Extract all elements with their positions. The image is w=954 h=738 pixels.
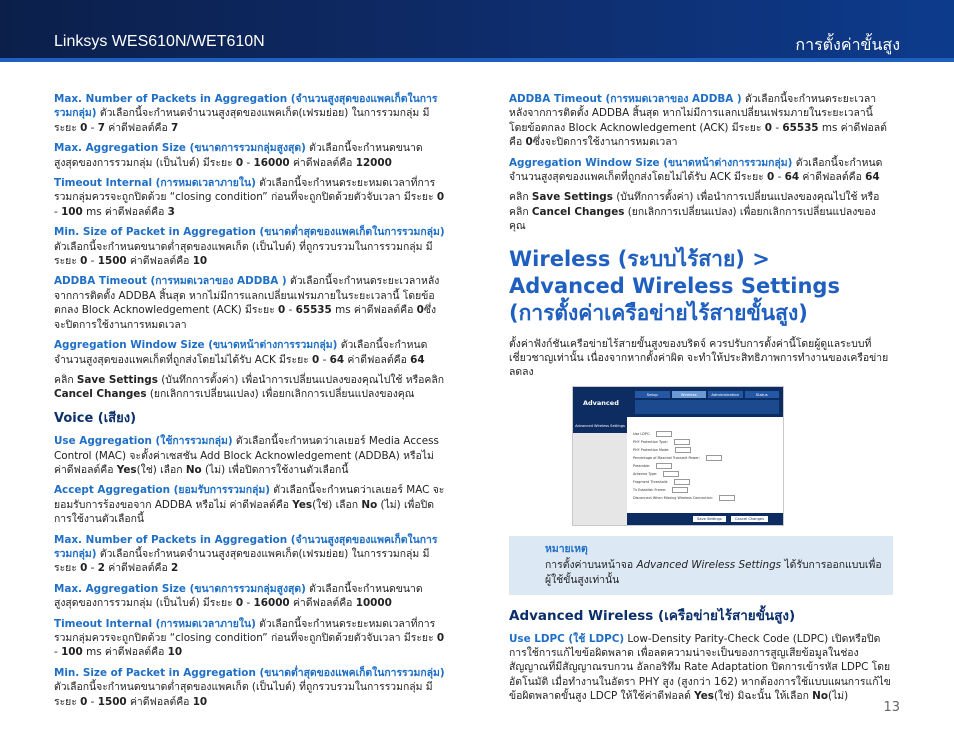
screenshot-form (633, 427, 773, 499)
paragraph: Timeout Internal (การหมดเวลาภายใน) ตัวเลือกนี้จะกำหนดระยะหมดเวลาที่การรวมกลุ่มควรจะถูกปิดด้วย “closing condition” ก่อนที่จะถูกปิดด้วยตัวจับเวลา มีระยะ 0 - 100 ms ค่าดีฟอลต์คือ 10 (54, 617, 445, 659)
screenshot-field: Percentage of Maximal Transmit Power: (633, 451, 773, 459)
paragraph: คลิก Save Settings (บันทึกการตั้งค่า) เพื่อนำการเปลี่ยนแปลงของคุณไปใช้ หรือคลิก Cancel Changes (ยกเลิกการเปลี่ยนแปลง) เพื่อยกเลิกการเปลี่ยนแปลงของคุณ (54, 373, 445, 401)
left-column (54, 92, 446, 715)
tab-wireless: Wireless (672, 391, 707, 398)
tab-status: Status (745, 391, 780, 398)
screenshot-topbar (573, 387, 783, 417)
screenshot-button-bar (627, 513, 783, 525)
product-name: Linksys WES610N/WET610N (54, 33, 265, 50)
paragraph: ADDBA Timeout (การหมดเวลาของ ADDBA ) ตัวเลือกนี้จะกำหนดระยะเวลาหลังจากการติดตั้ง ADDBA สิ้นสุด หากไม่มีการแลกเปลี่ยนเฟรมภายในระยะเวลานี้ โดยข้อตกลง Block Acknowledgement (ACK) มีระยะ 0 - 65535 ms ค่าดีฟอลต์คือ 0ซึ่งจะปิดการใช้งานการหมดเวลา (54, 275, 440, 331)
paragraph: Max. Aggregation Size (ขนาดการรวมกลุ่มสูงสุด) ตัวเลือกนี้จะกำหนดขนาดสูงสุดของการรวมกลุ่ม (เป็นไบต์) มีระยะ 0 - 16000 ค่าดีฟอลต์คือ 12000 (54, 142, 423, 169)
header-stripe (0, 58, 954, 62)
screenshot-field: Disconnect When Missing Wireless Connection: (633, 491, 773, 499)
screenshot-field: Use LDPC: (633, 427, 773, 435)
screenshot-field: Antenna Type: (633, 467, 773, 475)
advanced-wireless-screenshot (572, 386, 784, 526)
section-title: การตั้งค่าขั้นสูง (795, 37, 900, 54)
right-column (509, 92, 891, 710)
screenshot-tabs (635, 391, 779, 398)
screenshot-cancel-button: Cancel Changes (731, 516, 768, 522)
voice-heading: Voice (เสียง) (54, 410, 137, 426)
tab-setup: Setup (635, 391, 670, 398)
paragraph: Use Aggregation (ใช้การรวมกลุ่ม) ตัวเลือกนี้จะกำหนดว่าเลเยอร์ Media Access Control (MAC) จะตั้งค่าเซสชัน Add Block Acknowledgement (ADDBA) หรือไม่ ค่าดีฟอลต์คือ Yes(ใช่) เลือก No (ไม่) เพื่อปิดการใช้งานตัวเลือกนี้ (54, 435, 439, 476)
screenshot-sidebar (573, 417, 627, 525)
screenshot-title: Advanced (583, 398, 619, 407)
paragraph: Aggregation Window Size (ขนาดหน้าต่างการรวมกลุ่ม) ตัวเลือกนี้จะกำหนดจำนวนสูงสุดของแพคเก็ตที่ถูกส่งโดยไม่ได้รับ ACK มีระยะ 0 - 64 ค่าดีฟอลต์คือ 64 (54, 339, 428, 366)
paragraph: Aggregation Window Size (ขนาดหน้าต่างการรวมกลุ่ม) ตัวเลือกนี้จะกำหนดจำนวนสูงสุดของแพคเก็ตที่ถูกส่งโดยไม่ได้รับ ACK มีระยะ 0 - 64 ค่าดีฟอลต์คือ 64 (509, 156, 883, 184)
note-box (509, 536, 893, 595)
screenshot-field: PHY Protection Mode: (633, 443, 773, 451)
paragraph: Max. Number of Packets in Aggregation (จำนวนสูงสุดของแพคเก็ตในการรวมกลุ่ม) ตัวเลือกนี้จะกำหนดจำนวนสูงสุดของแพคเก็ต(เฟรมย่อย) ในการรวมกลุ่ม มีระยะ 0 - 2 ค่าดีฟอลต์คือ 2 (54, 533, 438, 575)
paragraph: Min. Size of Packet in Aggregation (ขนาดต่ำสุดของแพคเก็ตในการรวมกลุ่ม) ตัวเลือกนี้จะกำหนดขนาดต่ำสุดของแพคเก็ต (เป็นไบต์) ที่ถูกรวบรวมในการรวมกลุ่ม มีระยะ 0 - 1500 ค่าดีฟอลต์คือ 10 (54, 666, 445, 708)
screenshot-side-label: Advanced Wireless Settings (573, 417, 627, 433)
paragraph: Max. Number of Packets in Aggregation (จำนวนสูงสุดของแพคเก็ตในการรวมกลุ่ม) ตัวเลือกนี้จะกำหนดจำนวนสูงสุดของแพคเก็ต(เฟรมย่อย) ในการรวมกลุ่ม มีระยะ 0 - 7 ค่าดีฟอลต์คือ 7 (54, 93, 438, 134)
paragraph: Max. Aggregation Size (ขนาดการรวมกลุ่มสูงสุด) ตัวเลือกนี้จะกำหนดขนาดสูงสุดของการรวมกลุ่ม (เป็นไบต์) มีระยะ 0 - 16000 ค่าดีฟอลต์คือ 10000 (54, 582, 423, 610)
page-number: 13 (883, 700, 900, 715)
page-header (0, 0, 954, 62)
note-text: การตั้งค่าบนหน้าจอ Advanced Wireless Settings ได้รับการออกแบบเพื่อผู้ใช้ขั้นสูงเท่านั้น (545, 559, 882, 586)
section-heading: Wireless (ระบบไร้สาย) > Advanced Wireless Settings (การตั้งค่าเครือข่ายไร้สายขั้นสูง) (509, 246, 840, 325)
paragraph: Timeout Internal (การหมดเวลาภายใน) ตัวเลือกนี้จะกำหนดระยะหมดเวลาที่การรวมกลุ่มควรจะถูกปิดด้วย “closing condition” ก่อนที่จะถูกปิดด้วยตัวจับเวลา มีระยะ 0 - 100 ms ค่าดีฟอลต์คือ 3 (54, 177, 445, 218)
paragraph: Min. Size of Packet in Aggregation (ขนาดต่ำสุดของแพคเก็ตในการรวมกลุ่ม) ตัวเลือกนี้จะกำหนดขนาดต่ำสุดของแพคเก็ต (เป็นไบต์) ที่ถูกรวบรวมในการรวมกลุ่ม มีระยะ 0 - 1500 ค่าดีฟอลต์คือ 10 (54, 226, 445, 268)
screenshot-field: Tx Establish Frame: (633, 483, 773, 491)
screenshot-field: Fragment Threshold: (633, 475, 773, 483)
paragraph: ADDBA Timeout (การหมดเวลาของ ADDBA ) ตัวเลือกนี้จะกำหนดระยะเวลาหลังจากการติดตั้ง ADDBA สิ้นสุด หากไม่มีการแลกเปลี่ยนเฟรมภายในระยะเวลานี้ โดยข้อตกลง Block Acknowledgement (ACK) มีระยะ 0 - 65535 ms ค่าดีฟอลต์คือ 0ซึ่งจะปิดการใช้งานการหมดเวลา (509, 93, 887, 149)
paragraph: Use LDPC (ใช้ LDPC) Low-Density Parity-Check Code (LDPC) เปิดหรือปิดการใช้การแก้ไขข้อผิดพลาด เพื่อลดความน่าจะเป็นของการสูญเสียข้อมูลในช่องสัญญาณที่มีสัญญาณรบกวน อัลกอริทึม Rate Adaptation ปิดการเข้ารหัส LDPC โดยอัตโนมัติ เมื่อทำงานในอัตรา PHY สูง (สูงกว่า 162) หากต้องการใช้แบบแผนการแก้ไขข้อผิดพลาดขั้นสูง LDCP ให้ใช้ค่าดีฟอลต์ Yes(ใช่) มิฉะนั้น ให้เลือก No(ไม่) (509, 632, 891, 703)
screenshot-subtabs (635, 400, 779, 414)
tab-administration: Administration (708, 391, 743, 398)
intro-paragraph: ตั้งค่าฟังก์ชันเครือข่ายไร้สายขั้นสูงของบริดจ์ ควรปรับการตั้งค่านี้โดยผู้ดูแลระบบที่เชี่ยวชาญเท่านั้น เนื่องจากหากตั้งค่าผิด จะทำให้ประสิทธิภาพการทำงานของเครือข่ายลดลง (509, 337, 889, 379)
screenshot-field: Preamble: (633, 459, 773, 467)
advanced-wireless-heading: Advanced Wireless (เครือข่ายไร้สายขั้นสูง) (509, 608, 796, 625)
screenshot-field: PHY Protection Type: (633, 435, 773, 443)
paragraph: Accept Aggregation (ยอมรับการรวมกลุ่ม) ตัวเลือกนี้จะกำหนดว่าเลเยอร์ MAC จะยอมรับการร้องขอจาก ADDBA หรือไม่ ค่าดีฟอลต์คือ Yes(ใช่) เลือก No (ไม่) เพื่อปิดการใช้งานตัวเลือกนี้ (54, 484, 445, 526)
note-title: หมายเหตุ (545, 542, 588, 555)
screenshot-save-button: Save Settings (693, 516, 726, 522)
paragraph: คลิก Save Settings (บันทึกการตั้งค่า) เพื่อนำการเปลี่ยนแปลงของคุณไปใช้ หรือคลิก Cancel Changes (ยกเลิกการเปลี่ยนแปลง) เพื่อยกเลิกการเปลี่ยนแปลงของคุณ (509, 191, 880, 233)
